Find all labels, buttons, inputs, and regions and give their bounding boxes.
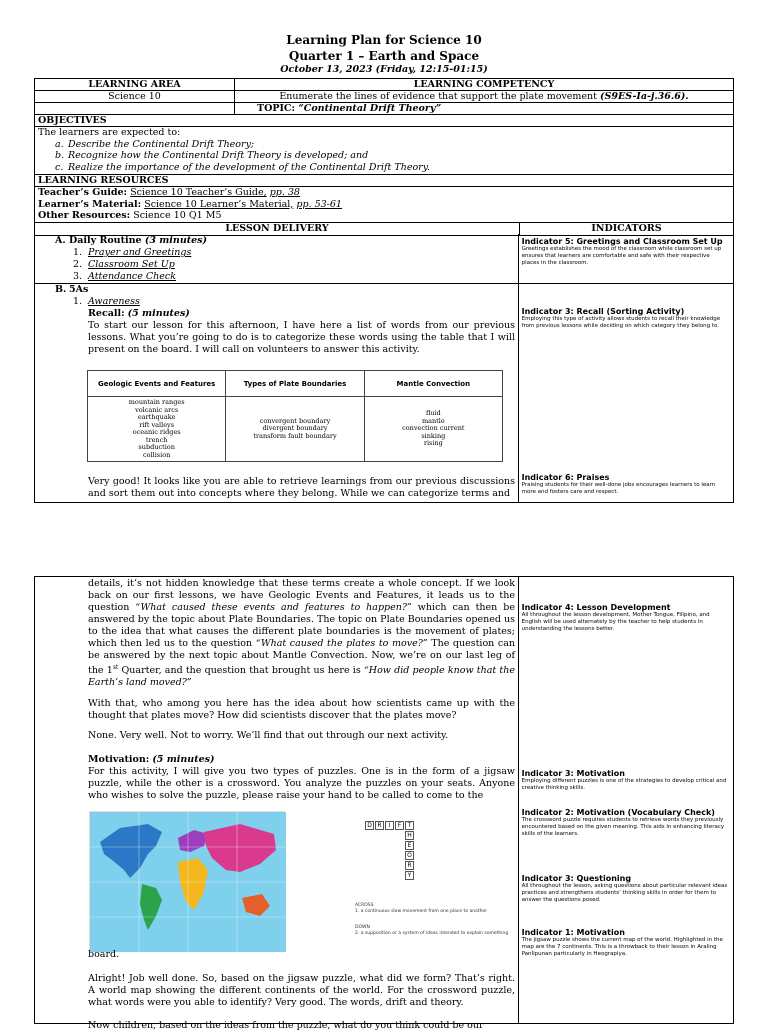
lesson-column	[35, 577, 519, 1031]
sort-term: rising	[423, 439, 443, 448]
indicator-greetings	[522, 237, 728, 267]
lesson-column	[35, 234, 519, 502]
indicator-body: All throughout the lesson development, Mother Tongue, Filipino, and English will be used alternately by the teacher to help students in understanding the lessons better.	[521, 612, 710, 632]
sort-term: sinking	[421, 431, 446, 440]
motivation-paragraph: For this activity, I will give you two types of puzzles. One is in the form of a jigsaw puzzle, while the other is a crossword. You analyze the puzzles on your seats. Anyone who wishes to solve the puzzle, please raise your hand to be called to come to the	[88, 766, 515, 801]
indicator-recall	[522, 307, 728, 330]
topic-blank	[35, 103, 235, 114]
sort-column-boundaries	[226, 397, 364, 461]
across-clue: 1. a continuous slow movement from one place to another	[355, 909, 488, 914]
competency-value	[235, 91, 733, 102]
learning-area-value: Science 10	[35, 91, 235, 102]
indicator-body: Employing this type of activity allows students to recall their knowledge from previous lessons while deciding on which category they belong to.	[521, 316, 721, 329]
indicator-questioning	[522, 874, 728, 904]
sort-term: convergent boundary	[259, 416, 331, 425]
across-label: ACROSS	[355, 903, 374, 908]
indicator-title: Indicator 3: Motivation	[521, 769, 625, 778]
debrief-paragraph: Alright! Job well done. So, based on the jigsaw puzzle, what did we form? That’s right. A world map showing the different continents of the world. For the crossword puzzle, what words were you able to identify? Very good. The words, drift and theory.	[88, 973, 515, 1008]
indicator-title: Indicator 6: Praises	[521, 473, 610, 482]
five-as-heading: B. 5As	[55, 284, 89, 295]
lesson-date: October 13, 2023 (Friday, 12:15-01:15)	[280, 64, 488, 75]
crossword-cell: O	[405, 851, 414, 860]
sort-term: trench	[145, 435, 168, 444]
sort-term: rift valleys	[139, 420, 175, 429]
board-text: board.	[88, 949, 120, 960]
routine-item: 2. Classroom Set Up	[73, 259, 175, 270]
topic-value: “Continental Drift Theory”	[298, 103, 442, 114]
jigsaw-world-map	[89, 811, 285, 951]
other-resources: Other Resources: Science 10 Q1 M5	[38, 210, 222, 221]
sort-header: Mantle Convection	[396, 379, 471, 388]
indicator-body: Greetings establishes the mood of the classroom while classroom set up ensures that learners are comfortable and safe with their respective places in the classroom.	[521, 246, 722, 266]
world-map-image	[90, 812, 286, 952]
sort-term: earthquake	[137, 413, 176, 421]
quarter-title: Quarter 1 – Earth and Space	[288, 49, 480, 63]
objective-item: a. Describe the Continental Drift Theory;	[55, 138, 255, 150]
sort-column-geologic	[88, 397, 226, 461]
objective-item: b. Recognize how the Continental Drift Theory is developed; and	[55, 150, 369, 161]
crossword-puzzle	[355, 817, 510, 957]
indicator-body: The crossword puzzle requires students to retrieve words they previously encountered based on the given meaning. This aids in enhancing literacy skills of the learners.	[521, 817, 725, 837]
indicators-column	[519, 577, 733, 1023]
sort-term: mountain ranges	[128, 398, 185, 406]
indicator-jigsaw-motivation	[522, 928, 728, 958]
concept-paragraph: details, it’s not hidden knowledge that these terms create a whole concept. If we look back on our first lessons, we have Geologic Events and Features, it leads us to the question “What caused these events and features to happen?” which can then be answered by the topic about Plate Boundaries. The topic on Plate Boundaries opened us to the idea that what causes the different plate boundaries is the movement of plates; which then led us to the question “What caused the plates to move?” The question can be answered by the next topic about Mantle Convection. Now, we’re on our last leg of the 1st Quarter, and the question that brought us here is “How did people know that the Earth’s land moved?”	[88, 578, 515, 689]
sort-term: subduction	[138, 443, 175, 451]
indicators-column	[519, 234, 733, 502]
indicator-body: The jigsaw puzzle shows the current map of the world. Highlighted in the map are the 7 continents. This is a throwback to their lesson in Araling Panlipunan particularly in Heograpiya.	[521, 937, 723, 957]
crossword-cell: R	[375, 821, 384, 830]
topic	[235, 103, 733, 114]
sort-term: convection current	[402, 424, 465, 433]
sort-term: divergent boundary	[262, 424, 328, 433]
sort-term: volcanic arcs	[135, 405, 179, 414]
indicator-body: Employing different puzzles is one of the strategies to develop critical and creative thinking skills.	[521, 778, 727, 791]
objectives-list	[35, 127, 733, 175]
sort-term: transform fault boundary	[253, 431, 337, 440]
page-2	[0, 576, 768, 1031]
motivation-heading: Motivation: (5 minutes)	[88, 754, 215, 765]
recall-heading: Recall: (5 minutes)	[88, 308, 190, 319]
info-table	[34, 78, 734, 236]
objectives-heading: OBJECTIVES	[38, 115, 107, 126]
down-label: DOWN	[355, 925, 370, 930]
awareness-item: 1. Awareness	[73, 296, 140, 307]
lesson-delivery-label: LESSON DELIVERY	[35, 223, 520, 235]
next-paragraph: Now children, based on the ideas from the puzzle, what do you think could be our	[88, 1020, 484, 1031]
competency-code: (S9ES-Ia-j.36.6).	[600, 91, 689, 102]
learning-area-label: LEARNING AREA	[35, 79, 235, 90]
indicator-praises	[522, 473, 728, 496]
crossword-cell: R	[405, 861, 414, 870]
indicator-title: Indicator 1: Motivation	[521, 928, 625, 937]
sort-term: mantle	[421, 416, 445, 425]
objective-item: c. Realize the importance of the development of the Continental Drift Theory.	[55, 161, 430, 173]
indicator-title: Indicator 5: Greetings and Classroom Set Up	[521, 237, 723, 246]
indicator-body: Praising students for their well-done jobs encourages learners to learn more and fosters care and respect.	[521, 482, 716, 495]
learning-competency-label: LEARNING COMPETENCY	[413, 79, 555, 90]
routine-item: 1. Prayer and Greetings	[73, 247, 192, 258]
crossword-cell: I	[385, 821, 394, 830]
sort-term: oceanic ridges	[132, 428, 181, 436]
transition-paragraph: None. Very well. Not to worry. We’ll find that out through our next activity.	[88, 730, 449, 741]
indicators-label: INDICATORS	[591, 223, 662, 234]
routine-item: 3. Attendance Check	[73, 271, 176, 282]
sort-column-mantle	[365, 397, 502, 461]
crossword-cell: Y	[405, 871, 414, 880]
competency-text: Enumerate the lines of evidence that support the plate movement	[279, 91, 597, 102]
sort-header: Geologic Events and Features	[88, 371, 226, 396]
learners-material: Learner’s Material: Science 10 Learner’s Material, pp. 53-61	[38, 198, 342, 210]
divider	[519, 283, 734, 284]
resources-heading: LEARNING RESOURCES	[38, 175, 169, 186]
lesson-delivery-table-continued	[34, 576, 734, 1031]
sort-header: Types of Plate Boundaries	[226, 371, 364, 396]
crossword-cell: T	[405, 821, 414, 830]
document-title: Learning Plan for Science 10	[286, 33, 482, 47]
resources-list	[35, 187, 733, 223]
down-clue: 2. a supposition or a system of ideas intended to explain something	[355, 931, 509, 936]
indicator-title: Indicator 4: Lesson Development	[521, 603, 671, 612]
indicator-title: Indicator 2: Motivation (Vocabulary Check)	[521, 808, 715, 817]
lesson-delivery-table	[34, 234, 734, 503]
indicator-title: Indicator 3: Questioning	[521, 874, 632, 883]
teachers-guide: Teacher’s Guide: Science 10 Teacher’s Guide, pp. 38	[38, 187, 300, 198]
indicator-body: All throughout the lesson, asking questions about particular relevant ideas practices and strengthens students’ thinking skills in order for them to answer the questions posed.	[521, 883, 728, 903]
crossword-cell: D	[365, 821, 374, 830]
crossword-cell: F	[395, 821, 404, 830]
indicator-motivation	[522, 769, 728, 792]
indicator-title: Indicator 3: Recall (Sorting Activity)	[521, 307, 685, 316]
recall-paragraph: To start our lesson for this afternoon, I have here a list of words from our previous lessons. What you’re going to do is to categorize these words using the table that I will present on the board. I will call on volunteers to answer this activity.	[88, 320, 515, 355]
crossword-cell: E	[405, 841, 414, 850]
indicator-lesson-development	[522, 603, 728, 633]
crossword-cell: H	[405, 831, 414, 840]
praise-paragraph: Very good! It looks like you are able to retrieve learnings from our previous discussions and sort them out into concepts where they belong. While we can categorize terms and	[88, 476, 515, 499]
divider	[35, 283, 520, 284]
question-paragraph: With that, who among you here has the idea about how scientists came up with the thought that plates move? How did scientists discover that the plates move?	[88, 698, 515, 721]
sorting-table	[87, 370, 503, 462]
indicator-vocabulary-check	[522, 808, 728, 838]
topic-label: TOPIC:	[257, 103, 295, 114]
sort-term: collision	[143, 450, 171, 459]
daily-routine-heading: A. Daily Routine (3 minutes)	[55, 235, 208, 246]
sort-term: fluid	[425, 409, 441, 418]
objectives-intro: The learners are expected to:	[38, 127, 181, 138]
